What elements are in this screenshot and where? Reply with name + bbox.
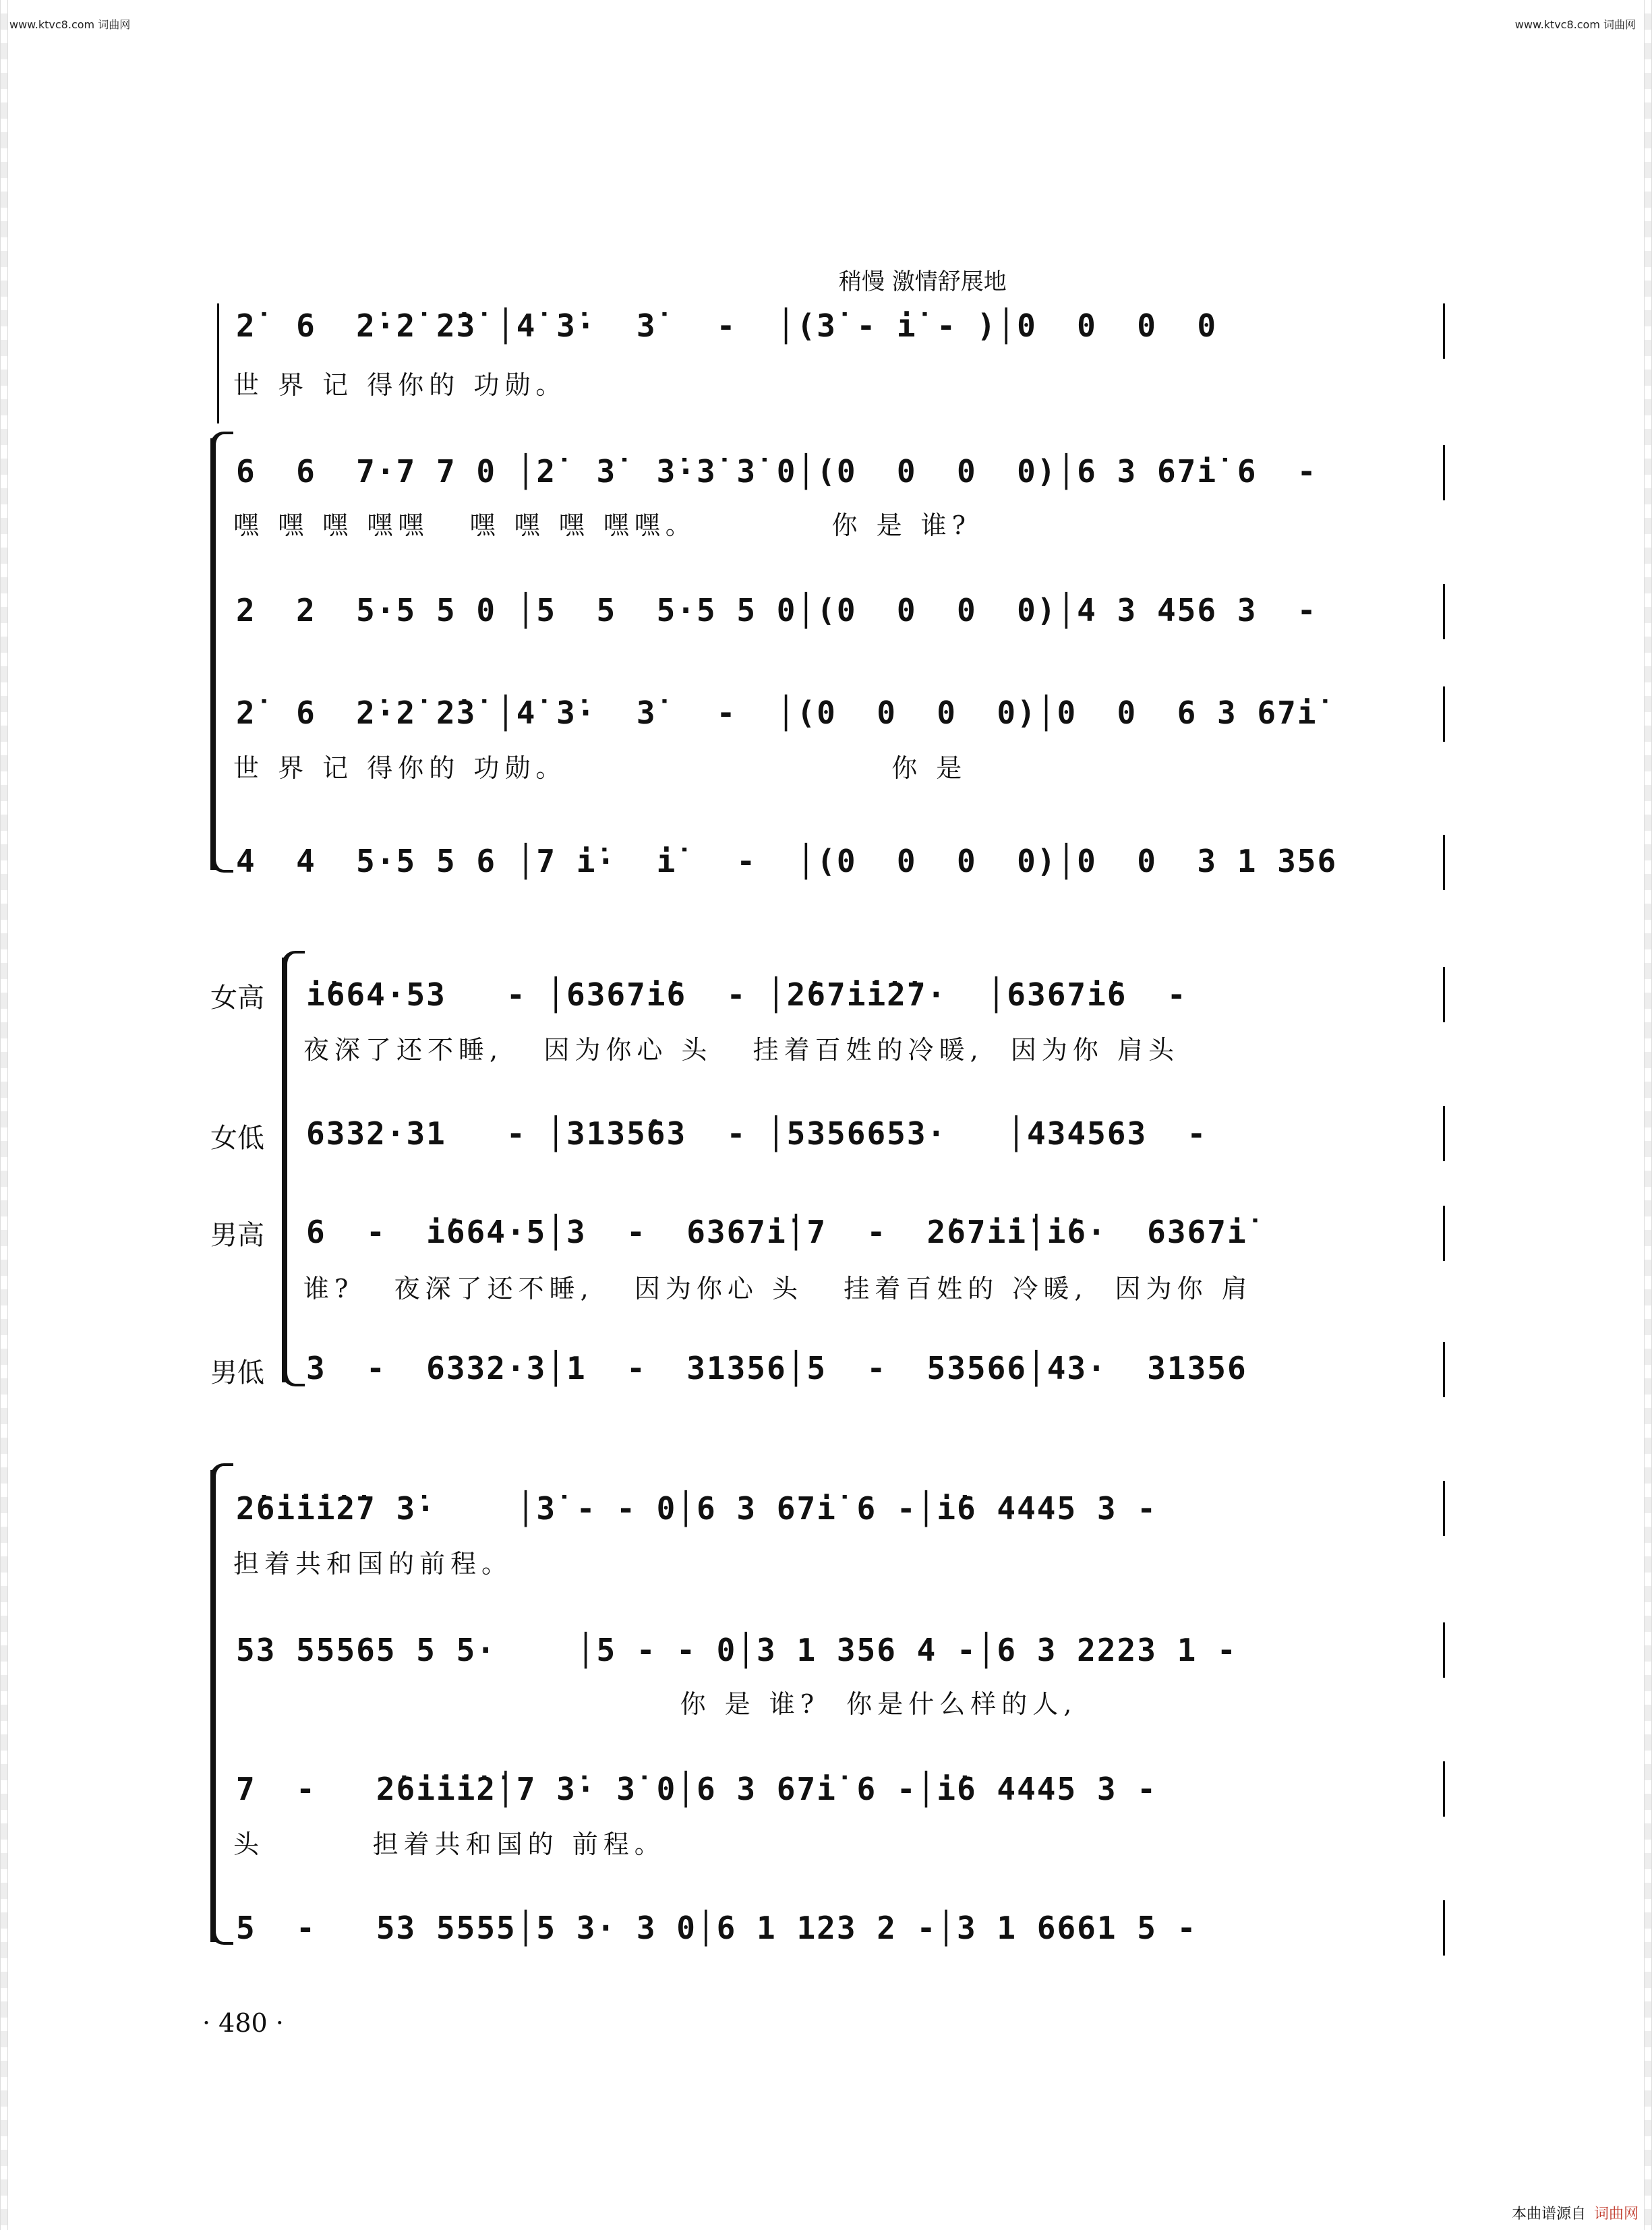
lyric-row: 夜深了还不睡, 因为你心 头 挂着百姓的冷暖, 因为你 肩头 bbox=[303, 1035, 1179, 1065]
lyric-row: 嘿 嘿 嘿 嘿嘿 嘿 嘿 嘿 嘿嘿。 你 是 谁? bbox=[233, 510, 972, 540]
left-border-strip bbox=[0, 0, 8, 2230]
system-1-choir-bracket bbox=[210, 438, 216, 870]
bracket-top bbox=[282, 951, 305, 968]
staff-row: 3 - 6332·3│1 - 31356│5 - 53566│43· 31356 bbox=[306, 1350, 1247, 1386]
lyric-row: 世 界 记 得你的 功勋。 bbox=[233, 370, 567, 400]
system-1-bracket bbox=[217, 303, 219, 423]
tempo-marking: 稍慢 激情舒展地 bbox=[839, 268, 1007, 295]
bracket-top bbox=[210, 432, 233, 449]
barline-end bbox=[1443, 1206, 1445, 1261]
bracket-bottom bbox=[282, 1369, 305, 1386]
barline-end bbox=[1443, 1900, 1445, 1956]
page-number: · 480 · bbox=[202, 2008, 284, 2038]
staff-row: 6 6 7·7 7 0 │2̇ 3̇ 3̇·3̇ 3̇ 0│(0 0 0 0)│6 3 67i̇ 6 - bbox=[236, 453, 1318, 490]
footer-brand-link[interactable]: 词曲网 bbox=[1593, 2206, 1639, 2223]
voice-label-alto: 女低 bbox=[210, 1123, 264, 1154]
lyric-row: 你 是 谁? 你是什么样的人, bbox=[233, 1689, 1078, 1719]
voice-label-tenor: 男高 bbox=[210, 1220, 264, 1251]
voice-label-bass: 男低 bbox=[210, 1357, 264, 1388]
header-left-site: www.ktvc8.com 词曲网 bbox=[9, 18, 131, 31]
staff-row: 53 55565 5 5· │5 - - 0│3 1 356 4 -│6 3 2223 1 - bbox=[236, 1632, 1237, 1668]
header-right-site: www.ktvc8.com 词曲网 bbox=[1514, 18, 1636, 31]
barline-end bbox=[1443, 445, 1445, 500]
barline-end bbox=[1443, 1342, 1445, 1397]
barline-end bbox=[1443, 1622, 1445, 1678]
barline-end bbox=[1443, 686, 1445, 742]
staff-row: 2̇ 6 2̇·2̇ 2̇3̇ │4̇ 3̇· 3̇ - │(3̇ - i̇ - )│0 0 0 0 bbox=[236, 307, 1218, 344]
staff-row: i̇664·53 - │6367i̇6 - │2̇67i̇i̇2̇7· │6367i̇6 - bbox=[306, 976, 1187, 1013]
barline-end bbox=[1443, 1481, 1445, 1536]
bracket-bottom bbox=[210, 1927, 233, 1945]
barline-end bbox=[1443, 835, 1445, 890]
barline-end bbox=[1443, 303, 1445, 359]
barline-end bbox=[1443, 584, 1445, 639]
staff-row: 7 - 2̇6i̇i̇i̇2̇│7 3̇· 3̇ 0│6 3 67i̇ 6 -│i̇6 4445 3 - bbox=[236, 1771, 1157, 1807]
staff-row: 2̇6i̇i̇i̇2̇7 3̇· │3̇ - - 0│6 3 67i̇ 6 -│i̇6 4445 3 - bbox=[236, 1490, 1157, 1527]
footer-source-label: 本曲谱源自 bbox=[1511, 2206, 1586, 2223]
barline-end bbox=[1443, 1761, 1445, 1817]
lyric-row: 担着共和国的前程。 bbox=[233, 1549, 513, 1579]
voice-label-soprano: 女高 bbox=[210, 982, 264, 1014]
staff-row: 2 2 5·5 5 0 │5 5 5·5 5 0│(0 0 0 0)│4 3 456 3 - bbox=[236, 592, 1318, 628]
lyric-row: 谁? 夜深了还不睡, 因为你心 头 挂着百姓的 冷暖, 因为你 肩 bbox=[303, 1274, 1253, 1303]
right-border-strip bbox=[1644, 0, 1652, 2230]
bracket-top bbox=[210, 1463, 233, 1481]
system-3-bracket bbox=[210, 1470, 216, 1942]
barline-end bbox=[1443, 967, 1445, 1022]
lyric-row: 头 担着共和国的 前程。 bbox=[233, 1829, 666, 1859]
staff-row: 6332·31 - │3135̂63 - │5356653· │434563 - bbox=[306, 1115, 1208, 1152]
bracket-bottom bbox=[210, 855, 233, 873]
barline-end bbox=[1443, 1106, 1445, 1161]
lyric-row: 世 界 记 得你的 功勋。 你 是 bbox=[233, 753, 968, 783]
staff-row: 4 4 5·5 5 6 │7 i̇· i̇ - │(0 0 0 0)│0 0 3 1 356 bbox=[236, 843, 1338, 879]
staff-row: 6 - i̇664·5│3 - 6367i̇│7 - 2̇67i̇i̇│i̇6· 6367i̇ bbox=[306, 1214, 1247, 1250]
staff-row: 2̇ 6 2̇·2̇ 2̇3̇ │4̇ 3̇· 3̇ - │(0 0 0 0)│0 0 6 3 67i̇ bbox=[236, 695, 1318, 731]
footer-source bbox=[1512, 2202, 1639, 2223]
system-2-bracket bbox=[282, 958, 287, 1382]
staff-row: 5 - 53 5555│5 3· 3 0│6 1 123 2 -│3 1 6661 5 - bbox=[236, 1910, 1198, 1946]
